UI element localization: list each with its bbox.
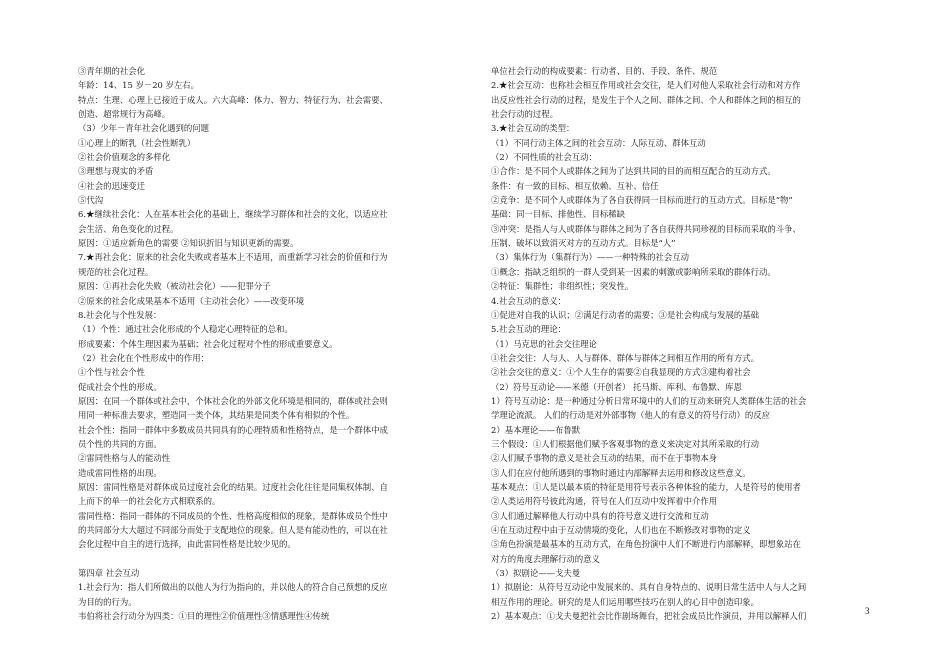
left-text-line: ①心理上的断乳（社会性断乳） [78, 137, 196, 148]
right-text-line: ②人们赋予事物的意义是社会互动的结果，而不在于事物本身 [491, 453, 718, 464]
right-text-line: ①促进对自我的认识；②满足行动者的需要；③是社会构成与发展的基础 [491, 309, 759, 320]
right-text-line: 压制、破坏以致消灭对方的互动方式。目标是“人” [491, 238, 676, 249]
right-text-line: ③人们在应付他所遇到的事物时通过内部解释去运用和修改这些意义。 [491, 467, 751, 478]
left-text-line: 原因：在同一个群体或社会中，个体社会化的外部文化环境是相同的，群体或社会则 [78, 395, 388, 406]
right-text-line: 2）基本理论——布鲁默 [491, 424, 581, 435]
left-text-line: 规范的社会化过程。 [78, 266, 154, 277]
left-text-line: 7.★再社会化：原来的社会化失败或者基本上不适用，而重新学习社会的价值和行为 [78, 252, 388, 263]
left-text-line: 8.社会化与个性发展： [78, 309, 162, 320]
left-text-line: 年龄：14、15 岁－20 岁左右。 [78, 80, 200, 91]
left-text-line: 造成雷同性格的出现。 [78, 467, 162, 478]
left-text-line: 创造、超常规行为高峰。 [78, 109, 171, 120]
left-text-line: ②社会价值观念的多样化 [78, 152, 171, 163]
left-text-line: ③理想与现实的矛盾 [78, 166, 154, 177]
right-text-line: 1）拟剧论：从符号互动论中发展来的、具有自身特点的、说明日常生活中人与人之间 [491, 582, 807, 593]
left-text-line: 原因：①适应新角色的需要 ②知识折旧与知识更新的需要。 [78, 238, 299, 249]
left-text-line: ④社会的迅速变迁 [78, 180, 145, 191]
right-text-line: 3.★社会互动的类型： [491, 123, 575, 134]
left-text-line: 为目的的行为。 [78, 596, 137, 607]
right-text-line: 基础：同一目标、排他性、目标稀缺 [491, 209, 625, 220]
right-text-line: 单位社会行动的构成要素：行动者、目的、手段、条件、规范 [491, 66, 718, 76]
left-text-line: （1）个性：通过社会化形成的个人稳定心理特征的总和。 [78, 324, 293, 335]
right-text-line: （3）拟剧论——戈夫曼 [491, 568, 581, 579]
left-text-line: （3）少年－青年社会化遇到的问题 [78, 123, 209, 134]
right-text-line: ②竞争：是不同个人或群体为了各自获得同一目标而进行的互动方式。目标是“物” [491, 195, 793, 206]
right-text-line: 2）基本观点：①戈夫曼把社会比作剧场舞台，把社会成员比作演员，并用以解释人们 [491, 611, 807, 622]
left-text-line: 上而下的单一的社会化方式相联系的。 [78, 496, 221, 507]
left-text-line: 原因：①再社会化失败（被动社会化）——犯罪分子 [78, 281, 271, 292]
left-text-line: 6.★继续社会化：人在基本社会化的基础上，继续学习群体和社会的文化，以适应社 [78, 209, 388, 220]
left-blank-line [78, 552, 460, 566]
left-text-line: 特点：生理、心理上已接近于成人。六大高峰：体力、智力、特征行为、社会需要、 [78, 94, 388, 105]
left-text-line: ③青年期的社会化 [78, 66, 145, 76]
left-text-line: ②雷同性格与人的能动性 [78, 453, 171, 464]
right-text-line: ②社会交往的意义：①个人生存的需要②自我显现的方式③建构着社会 [491, 367, 751, 378]
right-text-line: （2）符号互动论——米德（开创者） 托马斯、库利、布鲁默、库恩 [491, 381, 742, 392]
right-text-line: ③冲突：是指人与人或群体与群体之间为了各自获得共同珍视的目标而采取的斗争、 [491, 223, 801, 234]
left-text-line: 韦伯将社会行动分为四类：①目的理性②价值理性③情感理性④传统 [78, 611, 330, 622]
left-text-line: 原因：雷同性格是对群体成员过度社会化的结果。过度社会化往往是同集权体制、自 [78, 481, 388, 492]
left-text-line: 会化过程中自主的进行选择，由此雷同性格是比较少见的。 [78, 539, 296, 550]
right-text-line: ⑤角色扮演是最基本的互动方式，在角色扮演中人们不断进行内部解释，即想象站在 [491, 539, 801, 550]
left-text-line: 用同一种标准去要求，塑造同一类个体，其结果是同类个体有相似的个性。 [78, 410, 355, 421]
page-number: 3 [865, 606, 870, 616]
right-text-line: ③人们通过解释他人行动中具有的符号意义进行交流和互动 [491, 510, 709, 521]
left-text-line: 社会个性：指同一群体中多数成员共同具有的心理特质和性格特点，是一个群体中成 [78, 424, 388, 435]
left-text-line: ②原来的社会化成果基本不适用（主动社会化）——改变环境 [78, 295, 305, 306]
right-text-line: （1）马克思的社会交往理论 [491, 338, 597, 349]
right-text-line: 相互作用的理论。研究的是人们运用哪些技巧在别人的心目中创造印象。 [491, 596, 759, 607]
right-text-line: 条件：有一致的目标、相互依赖、互补、信任 [491, 180, 659, 191]
right-text-line: ②人类运用符号彼此沟通，符号在人们互动中发挥着中介作用 [491, 496, 718, 507]
left-text-line: 会生活、角色变化的过程。 [78, 223, 179, 234]
right-text-line: （1）不同行动主体之间的社会互动：人际互动、群体互动 [491, 137, 706, 148]
left-text-line: 促成社会个性的形成。 [78, 381, 162, 392]
left-column [78, 64, 460, 623]
left-text-line: 第四章 社会互动 [78, 568, 140, 579]
right-text-line: （3）集体行为（集群行为）——一种特殊的社会互动 [491, 252, 689, 263]
right-text-line: 学理论流派。 人们的行动是对外部事物（他人的有意义的符号行动）的反应 [491, 410, 771, 421]
right-text-line: 出反应性社会行动的过程，是发生于个人之间、群体之间、个人和群体之间的相互的 [491, 94, 801, 105]
right-text-line: ②特征：集群性；非组织性；突发性。 [491, 281, 634, 292]
right-text-line: 4.社会互动的意义： [491, 295, 566, 306]
right-text-line: （2）不同性质的社会互动： [491, 152, 597, 163]
left-text-line: 雷同性格：指同一群体的不同成员的个性、性格高度相似的现象，是群体成员个性中 [78, 510, 388, 521]
right-text-line: 三个假设：①人们根据他们赋予客观事物的意义来决定对其所采取的行动 [491, 438, 759, 449]
right-text-line: 5.社会互动的理论： [491, 324, 566, 335]
left-text-line: 1.社会行为：指人们所做出的以他人为行为指向的，并以他人的符合自己预想的反应 [78, 582, 388, 593]
right-text-line: 2.★社会互动：也称社会相互作用或社会交往，是人们对他人采取社会行动和对方作 [491, 80, 801, 91]
left-text-line: （2）社会化在个性形成中的作用： [78, 352, 209, 363]
right-text-line: 基本观点：①人是以最本质的特征是用符号表示各种体验的能力，人是符号的使用者 [491, 481, 801, 492]
left-text-line: ⑤代沟 [78, 195, 104, 206]
right-text-line: ①合作：是不同个人或群体之间为了达到共同的目的而相互配合的互动方式。 [491, 166, 776, 177]
right-text-line: 对方的角度去理解行动的意义 [491, 553, 600, 564]
left-text-line: 员个性的共同的方面。 [78, 438, 162, 449]
left-text-line: 形成要素：个体生理因素为基础；社会化过程对个性的形成重要意义。 [78, 338, 338, 349]
left-text-line: ①个性与社会个性 [78, 367, 145, 378]
right-text-line: ①社会交往：人与人、人与群体、群体与群体之间相互作用的所有方式。 [491, 352, 759, 363]
right-column [491, 64, 873, 623]
right-text-line: ①概念：指缺乏组织的一群人受到某一因素的刺激或影响所采取的群体行动。 [491, 266, 776, 277]
right-text-line: 1）符号互动论：是一种通过分析日常环境中的人们的互动来研究人类群体生活的社会 [491, 395, 807, 406]
right-text-line: ④在互动过程中由于互动情境的变化，人们也在不断修改对事物的定义 [491, 525, 751, 535]
left-text-line: 的共同部分大大超过不同部分而处于支配地位的现象。但人是有能动性的，可以在社 [78, 525, 388, 535]
right-text-line: 社会行动的过程。 [491, 109, 558, 120]
